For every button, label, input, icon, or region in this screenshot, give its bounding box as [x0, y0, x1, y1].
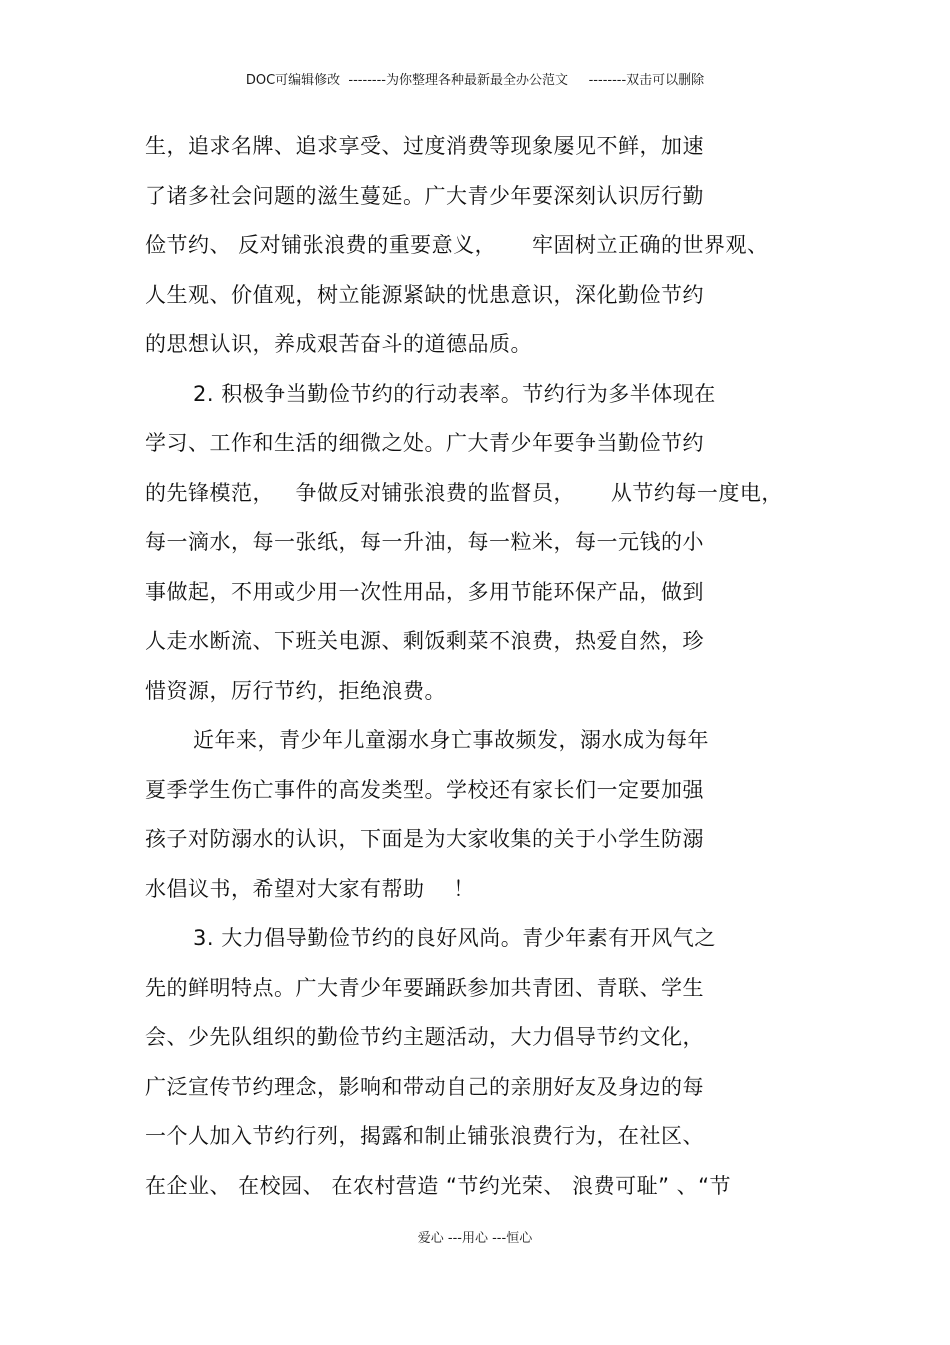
paragraph-heading-3: 3. 大力倡导勤俭节约的良好风尚。青少年素有开风气之: [193, 926, 716, 950]
text-line: 的思想认识，养成艰苦奋斗的道德品质。: [145, 332, 532, 356]
text-line: 先的鲜明特点。广大青少年要踊跃参加共青团、青联、学生: [145, 975, 704, 1000]
text-line: 人走水断流、下班关电源、剩饭剩菜不浪费，热爱自然，珍: [145, 629, 704, 653]
text-line: 广泛宣传节约理念，影响和带动自己的亲朋好友及身边的每: [145, 1074, 704, 1099]
document-body: [145, 122, 845, 1211]
text-line: 惜资源，厉行节约，拒绝浪费。: [145, 678, 446, 703]
text-line: 事做起，不用或少用一次性用品，多用节能环保产品，做到: [145, 579, 704, 604]
page-footer: 爱心 ---用心 ---恒心: [417, 1231, 533, 1246]
text-line: 学习、工作和生活的细微之处。广大青少年要争当勤俭节约: [145, 431, 704, 455]
text-line: 的先锋模范， 争做反对铺张浪费的监督员， 从节约每一度电，: [145, 480, 783, 505]
text-line: 了诸多社会问题的滋生蔓延。广大青少年要深刻认识厉行勤: [145, 183, 704, 208]
paragraph-heading-2: 2. 积极争当勤俭节约的行动表率。节约行为多半体现在: [193, 381, 716, 406]
text-line: 每一滴水，每一张纸，每一升油，每一粒米，每一元钱的小: [145, 530, 704, 554]
text-line: 人生观、价值观，树立能源紧缺的忧患意识，深化勤俭节约: [145, 282, 704, 307]
text-line: 在企业、 在校园、 在农村营造 “节约光荣、 浪费可耻” 、“节: [145, 1173, 732, 1198]
text-line: 一个人加入节约行列，揭露和制止铺张浪费行为，在社区、: [145, 1124, 704, 1148]
text-line: 夏季学生伤亡事件的高发类型。学校还有家长们一定要加强: [145, 777, 704, 802]
text-line: 俭节约、 反对铺张浪费的重要意义， 牢固树立正确的世界观、: [145, 233, 769, 257]
page-header: DOC可编辑修改 --------为你整理各种最新最全办公范文 --------双击可以删除: [245, 73, 705, 88]
text-line: 水倡议书，希望对大家有帮助 ！: [145, 876, 475, 901]
text-line: 孩子对防溺水的认识，下面是为大家收集的关于小学生防溺: [145, 827, 704, 851]
text-line: 会、少先队组织的勤俭节约主题活动，大力倡导节约文化，: [145, 1025, 704, 1049]
text-line: 生，追求名牌、追求享受、过度消费等现象屡见不鲜，加速: [145, 134, 704, 158]
paragraph-start: 近年来，青少年儿童溺水身亡事故频发，溺水成为每年: [193, 728, 709, 752]
